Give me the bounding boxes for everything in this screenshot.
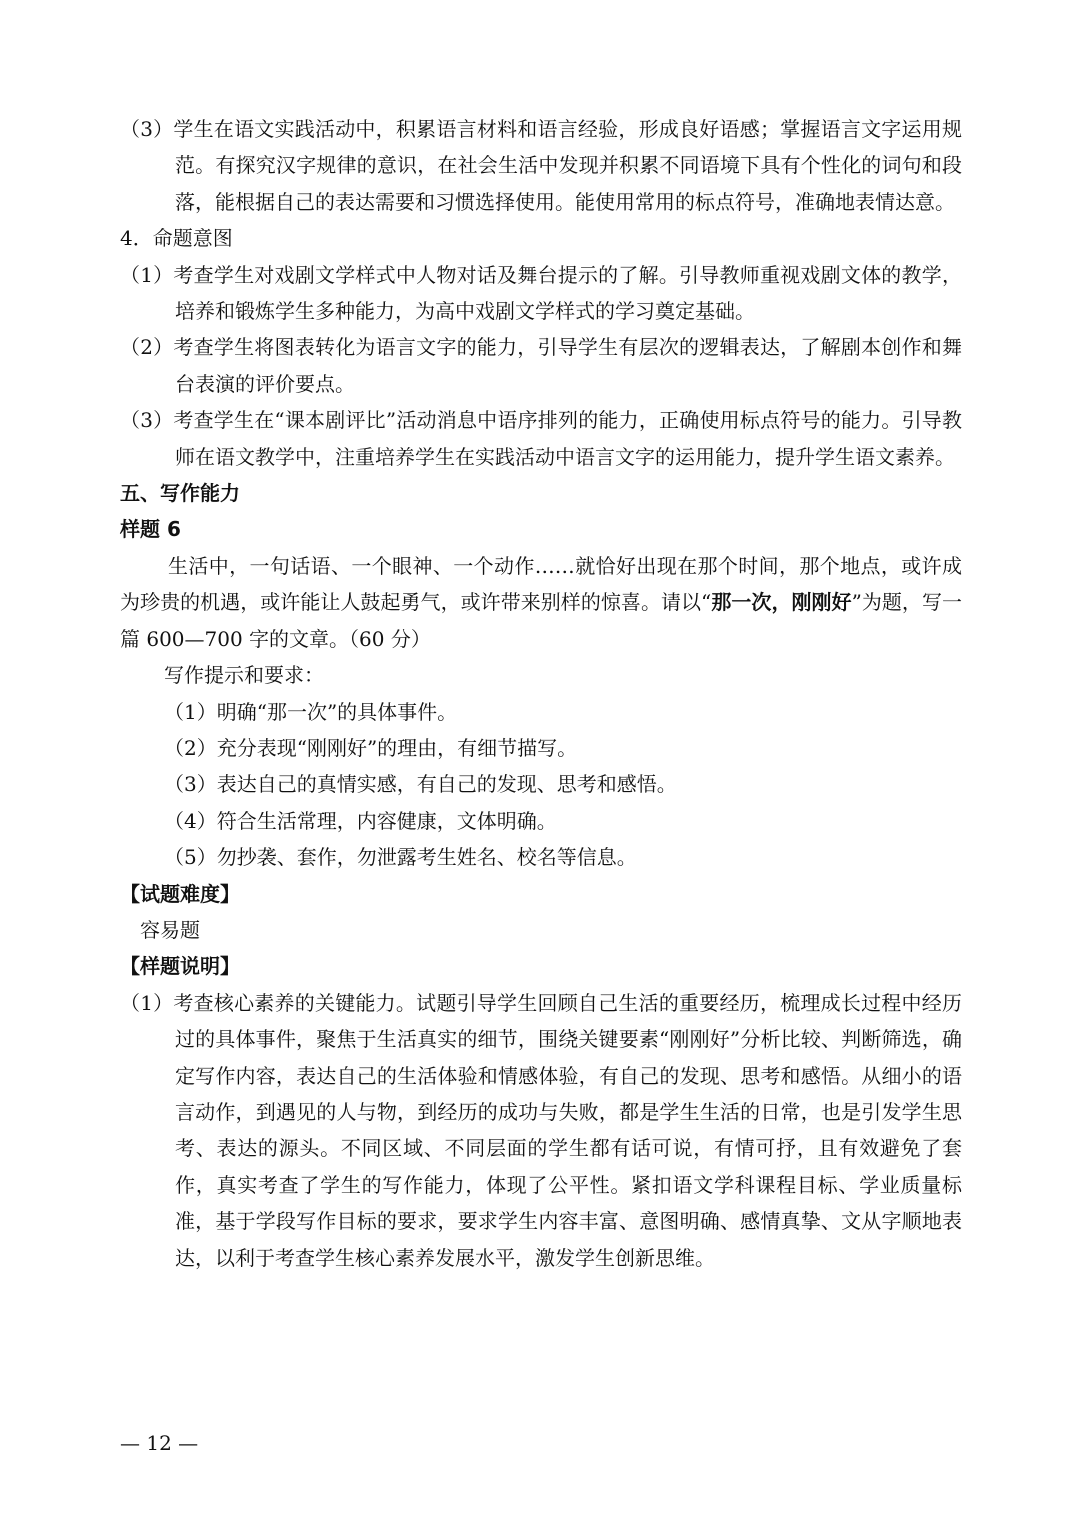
requirements-heading: 写作提示和要求： [164, 663, 324, 688]
prompt-topic: 那一次，刚刚好 [711, 590, 852, 615]
page-number: — 12 — [120, 1431, 199, 1455]
requirement-4: （4）符合生活常理，内容健康，文体明确。 [164, 808, 557, 833]
difficulty-heading: 【试题难度】 [120, 881, 240, 906]
explanation-heading: 【样题说明】 [120, 954, 240, 979]
intent-item-1: （1）考查学生对戏剧文学样式中人物对话及舞台提示的了解。引导教师重视戏剧文体的教学，培养和锻炼学生多种能力，为高中戏剧文学样式的学习奠定基础。 [120, 262, 962, 324]
difficulty-value: 容易题 [140, 917, 200, 942]
intent-item-3: （3）考查学生在“课本剧评比”活动消息中语序排列的能力，正确使用标点符号的能力。引导教师在语文教学中，注重培养学生在实践活动中语言文字的运用能力，提升学生语文素养。 [120, 408, 962, 469]
section-5-heading: 五、写作能力 [120, 481, 240, 506]
section-4-heading: 4．命题意图 [120, 226, 233, 251]
prompt-tail: ”为题，写一篇 600—700 字的文章。（60 分） [120, 590, 963, 651]
prompt-text: 生活中，一句话语、一个眼神、一个动作……就恰好出现在那个时间，那个地点，或许成为珍贵的机遇，或许能让人鼓起勇气，或许带来别样的惊喜。请以“ [120, 553, 962, 615]
writing-prompt [120, 548, 962, 657]
sample-title: 样题 6 [120, 517, 181, 542]
requirement-3: （3）表达自己的真情实感，有自己的发现、思考和感悟。 [164, 772, 677, 797]
intent-item-2: （2）考查学生将图表转化为语言文字的能力，引导学生有层次的逻辑表达，了解剧本创作和舞台表演的评价要点。 [120, 335, 962, 396]
explanation-item-1: （1）考查核心素养的关键能力。试题引导学生回顾自己生活的重要经历，梳理成长过程中经历过的具体事件，聚焦于生活真实的细节，围绕关键要素“刚刚好”分析比较、判断筛选，确定写作内容，表达自己的生活体验和情感体验，有自己的发现、思考和感悟。从细小的语言动作，到遇见的人与物，到经历的成功与失败，都是学生生活的日常，也是引发学生思考、表达的源头。不同区域、不同层面的学生都有话可说，有情可抒，且有效避免了套作，真实考查了学生的写作能力，体现了公平性。紧扣语文学科课程目标、学业质量标准，基于学段写作目标的要求，要求学生内容丰富、意图明确、感情真挚、文从字顺地表达，以利于考查学生核心素养发展水平，激发学生创新思维。 [120, 990, 962, 1270]
top-item-3: （3）学生在语文实践活动中，积累语言材料和语言经验，形成良好语感；掌握语言文字运用规范。有探究汉字规律的意识，在社会生活中发现并积累不同语境下具有个性化的词句和段落，能根据自己的表达需要和习惯选择使用。能使用常用的标点符号，准确地表情达意。 [120, 117, 962, 214]
requirement-2: （2）充分表现“刚刚好”的理由，有细节描写。 [164, 735, 578, 760]
requirement-1: （1）明确“那一次”的具体事件。 [164, 699, 458, 724]
requirement-5: （5）勿抄袭、套作，勿泄露考生姓名、校名等信息。 [164, 845, 637, 870]
page-content [120, 111, 962, 1276]
